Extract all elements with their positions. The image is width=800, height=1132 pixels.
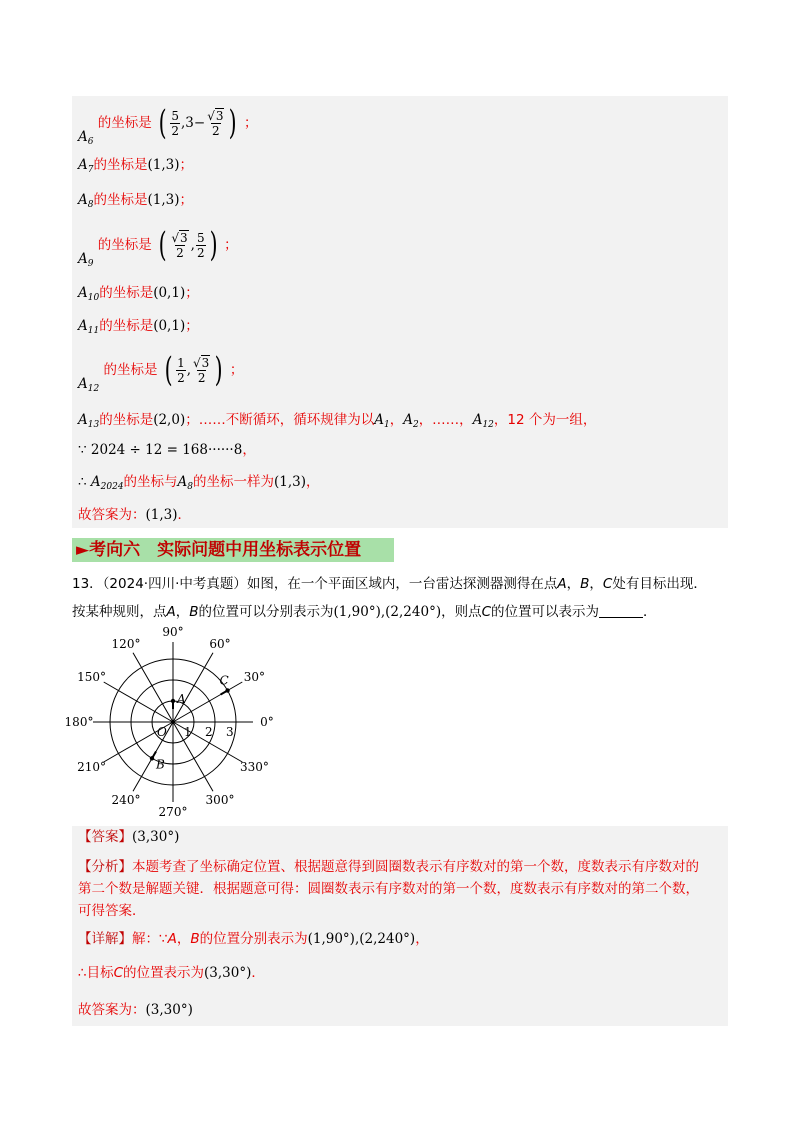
question-line-1: 13．（2024·四川·中考真题）如图，在一个平面区域内，一台雷达探测器测得在点A，B，C处有目标出现． [72,576,707,592]
ray-150 [104,682,173,722]
line-a11: $A_{11}$的坐标是(0,1)； [78,318,199,336]
line-a6: $A_6$ 的坐标是 ( $\frac{5}{2}$ ,3− $\frac{√3}{2}$ ) ； [78,103,258,147]
analysis-line-2: 第二个数是解题关键．根据题意可得：圆圈数表示有序数对的第一个数，度数表示有序数对的第二个数， [78,881,699,897]
angle-label-30: 30° [243,670,266,684]
analysis-line-1: 【分析】本题考查了坐标确定位置、根据题意得到圆圈数表示有序数对的第一个数，度数表示有序数对的 [78,859,699,875]
section-title: ►考向六 实际问题中用坐标表示位置 [72,538,394,562]
ray-120 [133,653,173,722]
line-a13: $A_{13}$的坐标是(2,0)；……不断循环，循环规律为以$A_1$，$A_2$，……，$A_{12}$，12 个为一组， [78,412,597,430]
line-a10: $A_{10}$的坐标是(0,1)； [78,285,199,303]
detail-line-1: 【详解】解：∵A，B的位置分别表示为(1,90°),(2,240°)， [78,931,429,947]
angle-label-90: 90° [162,626,184,639]
ring-label-3: 3 [226,725,234,739]
question-line-2: 按某种规则，点A，B的位置可以分别表示为(1,90°),(2,240°)，则点C的位置可以表示为 ． [72,604,657,620]
angle-label-210: 210° [77,760,107,774]
origin-label: O [157,725,167,739]
line-answer: 故答案为：(1,3)． [78,507,192,523]
line-a12: $A_{12}$ 的坐标是 ( $\frac{1}{2}$ , $\frac{√3}{2}$ ) ； [78,350,244,394]
line-a8: $A_8$的坐标是(1,3)； [78,192,193,210]
answer-line: 【答案】(3,30°) [78,829,180,845]
final-answer-line: 故答案为：(3,30°) [78,1002,193,1018]
ring-label-1: 1 [184,725,192,739]
point-a-label: A [177,692,186,706]
angle-label-330: 330° [239,760,269,774]
ring-label-2: 2 [205,725,213,739]
ray-60 [173,653,213,722]
angle-label-60: 60° [209,637,231,652]
line-division: ∵ 2024 ÷ 12 = 168······8， [78,442,256,458]
point-c-label: C [219,673,229,688]
angle-label-240: 240° [111,792,141,807]
point-b-label: B [156,757,165,772]
line-therefore: ∴ $A_{2024}$的坐标与$A_8$的坐标一样为(1,3)， [78,474,320,492]
angle-label-270: 270° [158,805,188,819]
angle-label-0: 0° [260,715,274,729]
solution-panel-bottom [72,826,728,1026]
angle-label-180: 180° [64,715,94,729]
point-c-arrow [221,691,228,695]
angle-label-120: 120° [111,637,141,652]
line-a7: $A_7$的坐标是(1,3)； [78,157,193,175]
angle-label-150: 150° [77,670,107,684]
answer-blank[interactable] [599,603,643,618]
analysis-line-3: 可得答案． [78,903,146,919]
line-a9: $A_9$ 的坐标是 ( $\frac{√3}{2}$ , $\frac{5}{2}$ ) ； [78,225,238,269]
detail-line-2: ∴目标C的位置表示为(3,30°)． [78,965,265,981]
radar-diagram [60,626,290,826]
angle-label-300: 300° [205,792,235,807]
